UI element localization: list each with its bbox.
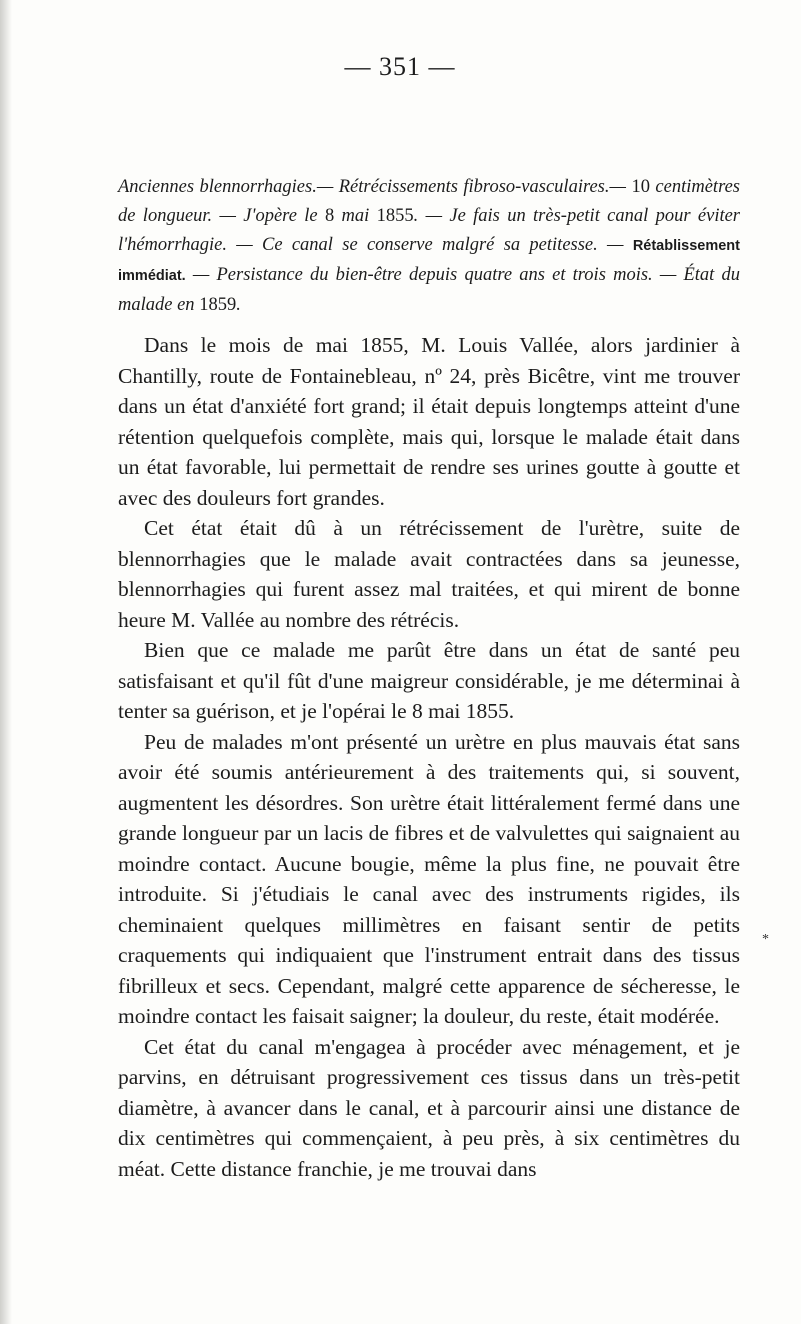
summary-text-3: mai	[334, 206, 377, 226]
summary-text-6: .	[236, 295, 241, 315]
margin-mark: *	[762, 932, 769, 947]
chapter-summary	[118, 173, 740, 320]
paragraph-1: Dans le mois de mai 1855, M. Louis Vallée, alors jardinier à Chantilly, route de Fontainebleau, nº 24, près Bicêtre, vint me trouver dans un état d'anxiété fort grand; il était depuis longtemps atteint d'une rétention quelquefois complète, mais qui, lorsque le malade était dans un état favorable, lui permettait de rendre ses urines goutte à goutte et avec des douleurs fort grandes.	[118, 333, 740, 510]
summary-text-5: — Persistance du bien-être depuis quatre ans et trois mois. — État du malade en	[118, 265, 740, 315]
page-number: — 351 —	[344, 52, 456, 81]
body-text	[118, 330, 740, 1184]
summary-bold-result: Rétablissement immédiat.	[118, 238, 740, 284]
paragraph-4: Peu de malades m'ont présenté un urètre en plus mauvais état sans avoir été soumis antérieurement à des traitements qui, si souvent, augmentent les désordres. Son urètre était littéralement fermé dans une grande longueur par un lacis de fibres et de valvulettes qui saignaient au moindre contact. Aucune bougie, même la plus fine, ne pouvait être introduite. Si j'étudiais le canal avec des instruments rigides, ils cheminaient quelques millimètres en faisant sentir de petits craquements qui indiquaient que l'instrument entrait dans des tissus fibrilleux et secs. Cependant, malgré cette apparence de sécheresse, le moindre contact les faisait saigner; la douleur, du reste, était modérée.	[118, 729, 740, 1028]
paragraph-2: Cet état était dû à un rétrécissement de l'urètre, suite de blennorrhagies que le malade avait contractées dans sa jeunesse, blennorrhagies qui furent assez mal traitées, et qui mirent de bonne heure M. Vallée au nombre des rétrécis.	[118, 516, 740, 632]
summary-text-1: Anciennes blennorrhagies.— Rétrécissements fibroso-vasculaires.—	[118, 177, 632, 197]
binding-shadow	[0, 0, 12, 1324]
summary-year-state: 1859	[199, 295, 237, 315]
paragraph-3: Bien que ce malade me parût être dans un état de santé peu satisfaisant et qu'il fût d'une maigreur considérable, je me déterminai à tenter sa guérison, et je l'opérai le 8 mai 1855.	[118, 638, 740, 723]
summary-year-operation: 1855	[376, 206, 414, 226]
summary-date-day: 8	[324, 206, 335, 226]
summary-text-4: . — Je fais un très-petit canal pour éviter l'hémorrhagie. — Ce canal se conserve malgré sa petitesse. —	[118, 206, 741, 255]
summary-length-number: 10	[631, 177, 650, 197]
summary-text-2: centimètres de longueur. — J'opère le	[118, 177, 740, 226]
paragraph-5: Cet état du canal m'engagea à procéder avec ménagement, et je parvins, en détruisant progressivement ces tissus dans un très-petit diamètre, à avancer dans le canal, et à parcourir ainsi une distance de dix centimètres qui commençaient, à peu près, à six centimètres du méat. Cette distance franchie, je me trouvai dans	[118, 1034, 740, 1181]
